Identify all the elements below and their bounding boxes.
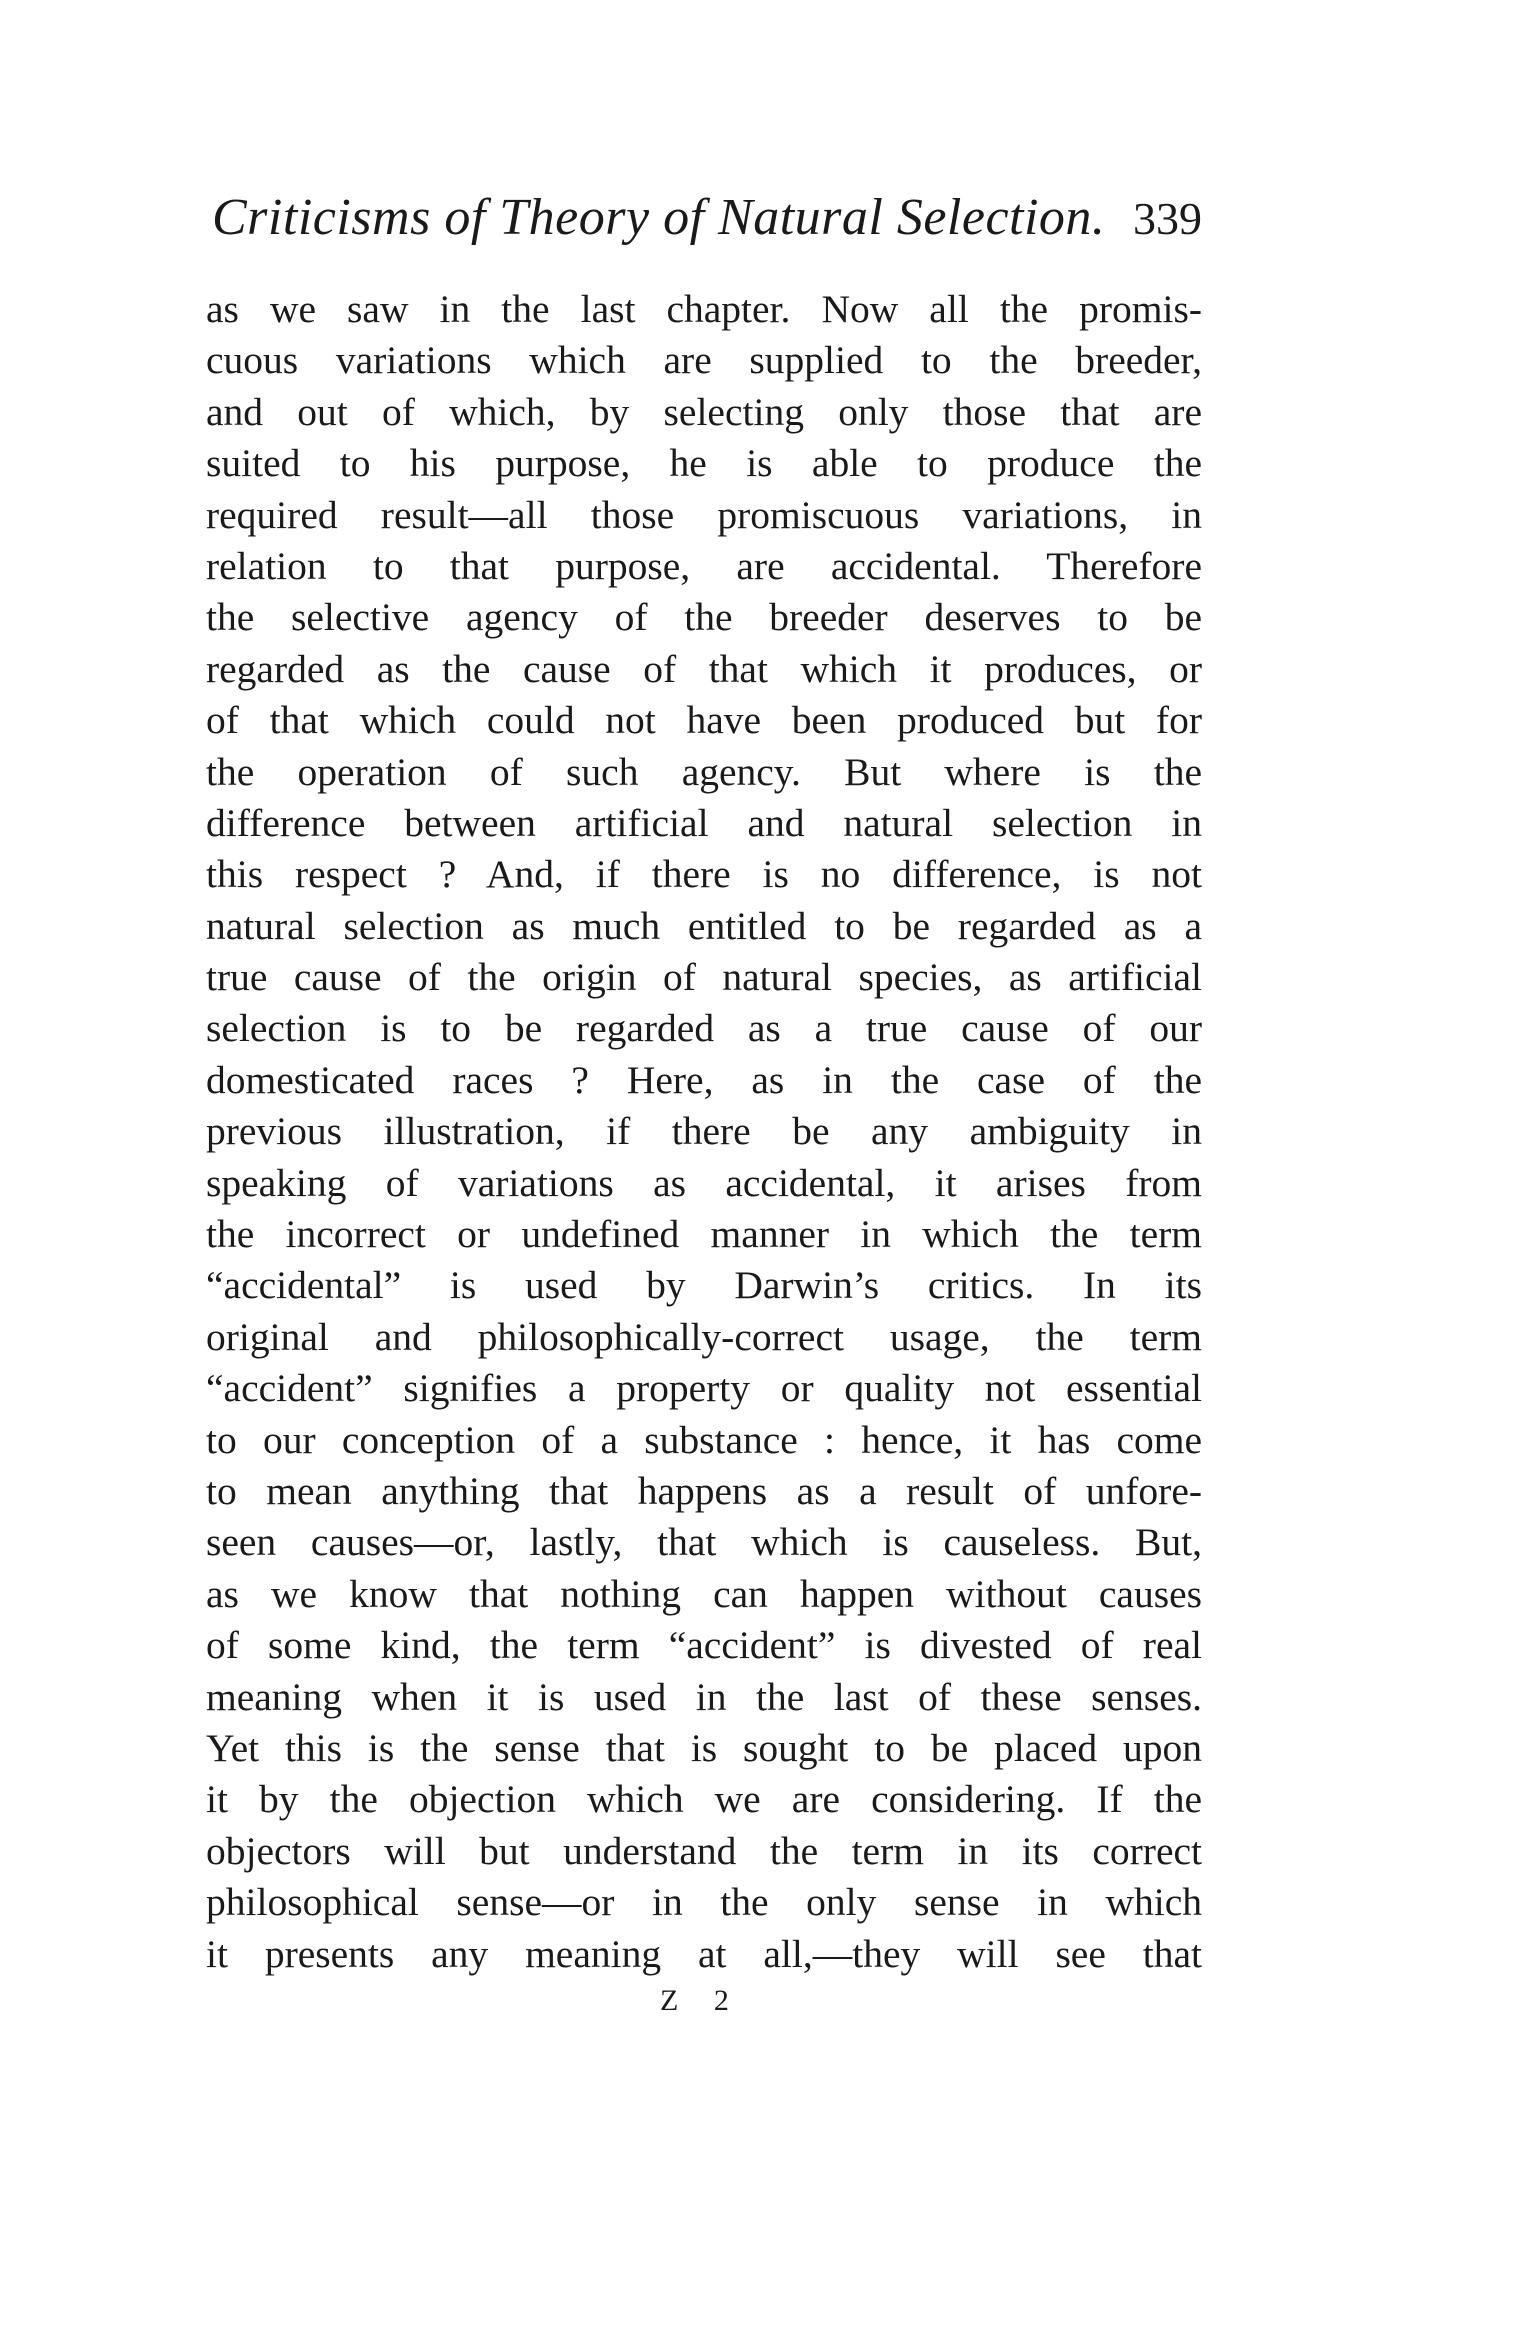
running-title: Criticisms of Theory of Natural Selection. xyxy=(212,189,1106,246)
text-line: philosophical sense—or in the only sense in which xyxy=(206,1880,1202,1925)
text-line: relation to that purpose, are accidental. Therefore xyxy=(206,543,1202,588)
text-line: the operation of such agency. But where is the xyxy=(206,749,1202,794)
text-line: domesticated races ? Here, as in the case of the xyxy=(206,1057,1202,1102)
text-line: difference between artificial and natural selection in xyxy=(206,800,1202,845)
page-number: 339 xyxy=(1133,193,1202,244)
text-line: this respect ? And, if there is no difference, is not xyxy=(206,852,1202,897)
text-line: to our conception of a substance : hence, it has come xyxy=(206,1417,1202,1462)
body-text xyxy=(206,284,1202,1980)
text-line: and out of which, by selecting only those that are xyxy=(206,389,1202,434)
text-line: of some kind, the term “accident” is divested of real xyxy=(206,1623,1202,1668)
text-line: selection is to be regarded as a true cause of our xyxy=(206,1006,1202,1051)
text-line: natural selection as much entitled to be regarded as a xyxy=(206,903,1202,948)
text-line: as we know that nothing can happen without causes xyxy=(206,1571,1202,1616)
text-line: it presents any meaning at all,—they will see that xyxy=(206,1931,1202,1976)
text-line: to mean anything that happens as a result of unfore- xyxy=(206,1468,1202,1513)
text-line: the selective agency of the breeder deserves to be xyxy=(206,595,1202,640)
text-line: cuous variations which are supplied to the breeder, xyxy=(206,338,1202,383)
text-line: seen causes—or, lastly, that which is causeless. But, xyxy=(206,1520,1202,1565)
text-line: “accidental” is used by Darwin’s critics. In its xyxy=(206,1263,1202,1308)
text-line: of that which could not have been produced but for xyxy=(206,698,1202,743)
text-line: the incorrect or undefined manner in which the term xyxy=(206,1212,1202,1257)
text-line: speaking of variations as accidental, it arises from xyxy=(206,1160,1202,1205)
text-line: “accident” signifies a property or quality not essential xyxy=(206,1366,1202,1411)
text-line: objectors will but understand the term in its correct xyxy=(206,1828,1202,1873)
text-line: it by the objection which we are considering. If the xyxy=(206,1777,1202,1822)
text-line: required result—all those promiscuous variations, in xyxy=(206,492,1202,537)
text-line: as we saw in the last chapter. Now all the promis- xyxy=(206,287,1202,331)
text-line: regarded as the cause of that which it produces, or xyxy=(206,646,1202,691)
text-line: previous illustration, if there be any ambiguity in xyxy=(206,1109,1202,1154)
running-header xyxy=(212,188,1202,258)
text-line: original and philosophically-correct usage, the term xyxy=(206,1314,1202,1359)
text-line: meaning when it is used in the last of these senses. xyxy=(206,1674,1202,1719)
text-line: suited to his purpose, he is able to produce the xyxy=(206,441,1202,486)
signature-mark: Z 2 xyxy=(660,1984,743,2017)
text-line: Yet this is the sense that is sought to be placed upon xyxy=(206,1725,1202,1770)
text-line: true cause of the origin of natural species, as artificial xyxy=(206,955,1202,1000)
